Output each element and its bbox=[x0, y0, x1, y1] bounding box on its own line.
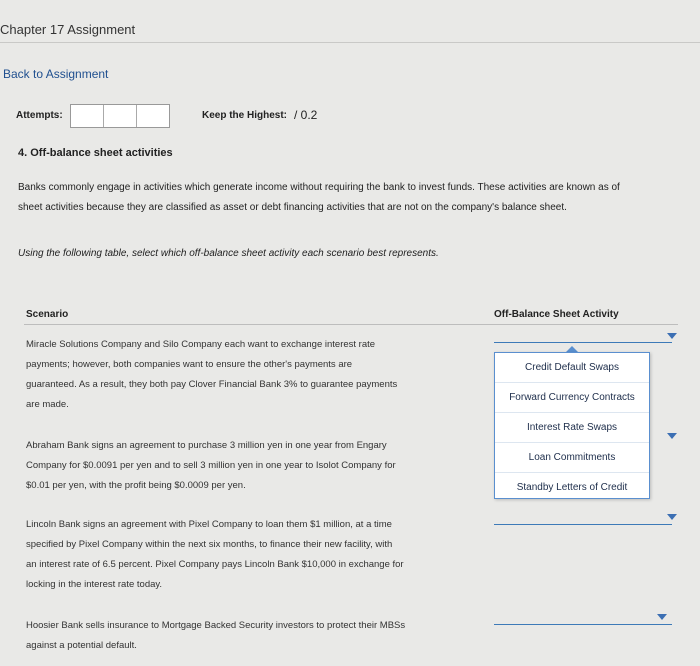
scenario-line: Hoosier Bank sells insurance to Mortgage Backed Security investors to protect their MBSs bbox=[26, 620, 406, 631]
scenario-line: Abraham Bank signs an agreement to purchase 3 million yen in one year from Engary bbox=[26, 440, 387, 451]
scenario-line: against a potential default. bbox=[26, 640, 137, 651]
chevron-down-icon[interactable] bbox=[667, 514, 677, 520]
activity-dropdown-3[interactable] bbox=[494, 524, 672, 525]
chevron-down-icon[interactable] bbox=[667, 333, 677, 339]
scenario-text bbox=[26, 335, 397, 415]
chevron-down-icon[interactable] bbox=[657, 614, 667, 620]
option-interest-rate-swaps[interactable]: Interest Rate Swaps bbox=[495, 413, 649, 443]
option-loan-commitments[interactable]: Loan Commitments bbox=[495, 443, 649, 473]
back-to-assignment-link[interactable]: Back to Assignment bbox=[3, 67, 109, 81]
header-divider bbox=[24, 324, 678, 325]
scenario-column-header: Scenario bbox=[26, 309, 69, 320]
keep-highest-label: Keep the Highest: bbox=[202, 110, 288, 121]
intro-line: Banks commonly engage in activities which generate income without requiring the bank to invest funds. These activities are known as of bbox=[18, 182, 620, 193]
scenario-line: specified by Pixel Company within the next six months, to finance their new facility, with bbox=[26, 539, 393, 550]
scenario-line: locking in the interest rate today. bbox=[26, 579, 163, 590]
option-standby-letters-of-credit[interactable]: Standby Letters of Credit bbox=[516, 482, 628, 493]
scenario-text bbox=[26, 515, 404, 595]
question-instruction: Using the following table, select which off-balance sheet activity each scenario best represents. bbox=[18, 248, 439, 259]
option-credit-default-swaps[interactable]: Credit Default Swaps bbox=[495, 353, 649, 383]
scenario-line: Company for $0.0091 per yen and to sell 3 million yen in one year to Isolot Company for bbox=[26, 460, 396, 471]
scenario-line: an interest rate of 6.5 percent. Pixel Company pays Lincoln Bank $10,000 in exchange for bbox=[26, 559, 404, 570]
scenario-line: Lincoln Bank signs an agreement with Pixel Company to loan them $1 million, at a time bbox=[26, 519, 392, 530]
activity-dropdown-1[interactable] bbox=[494, 342, 672, 343]
intro-line: sheet activities because they are classified as asset or debt financing activities that are not on the company's balance sheet. bbox=[18, 202, 567, 213]
scenario-text bbox=[26, 436, 396, 496]
page-title: Chapter 17 Assignment bbox=[0, 22, 136, 37]
attempts-indicator bbox=[70, 104, 170, 128]
scenario-line: are made. bbox=[26, 399, 69, 410]
chevron-down-icon[interactable] bbox=[667, 433, 677, 439]
question-intro bbox=[18, 178, 700, 218]
scenario-line: $0.01 per yen, with the profit being $0.0009 per yen. bbox=[26, 480, 246, 491]
activity-column-header: Off-Balance Sheet Activity bbox=[494, 309, 619, 320]
scenario-line: Miracle Solutions Company and Silo Company each want to exchange interest rate bbox=[26, 339, 376, 350]
score-value: / 0.2 bbox=[294, 108, 318, 122]
option-forward-currency-contracts[interactable]: Forward Currency Contracts bbox=[495, 383, 649, 413]
attempt-box bbox=[104, 105, 137, 127]
attempts-label: Attempts: bbox=[16, 110, 63, 121]
scenario-line: payments; however, both companies want to ensure the other's payments are bbox=[26, 359, 353, 370]
dropdown-menu[interactable] bbox=[494, 352, 650, 499]
scenario-line: guaranteed. As a result, they both pay Clover Financial Bank 3% to guarantee payments bbox=[26, 379, 398, 390]
question-title: 4. Off-balance sheet activities bbox=[18, 147, 173, 159]
title-divider bbox=[0, 42, 700, 43]
scenario-text bbox=[26, 616, 405, 656]
activity-dropdown-4[interactable] bbox=[494, 624, 672, 625]
attempt-box bbox=[137, 105, 169, 127]
attempt-box bbox=[71, 105, 104, 127]
